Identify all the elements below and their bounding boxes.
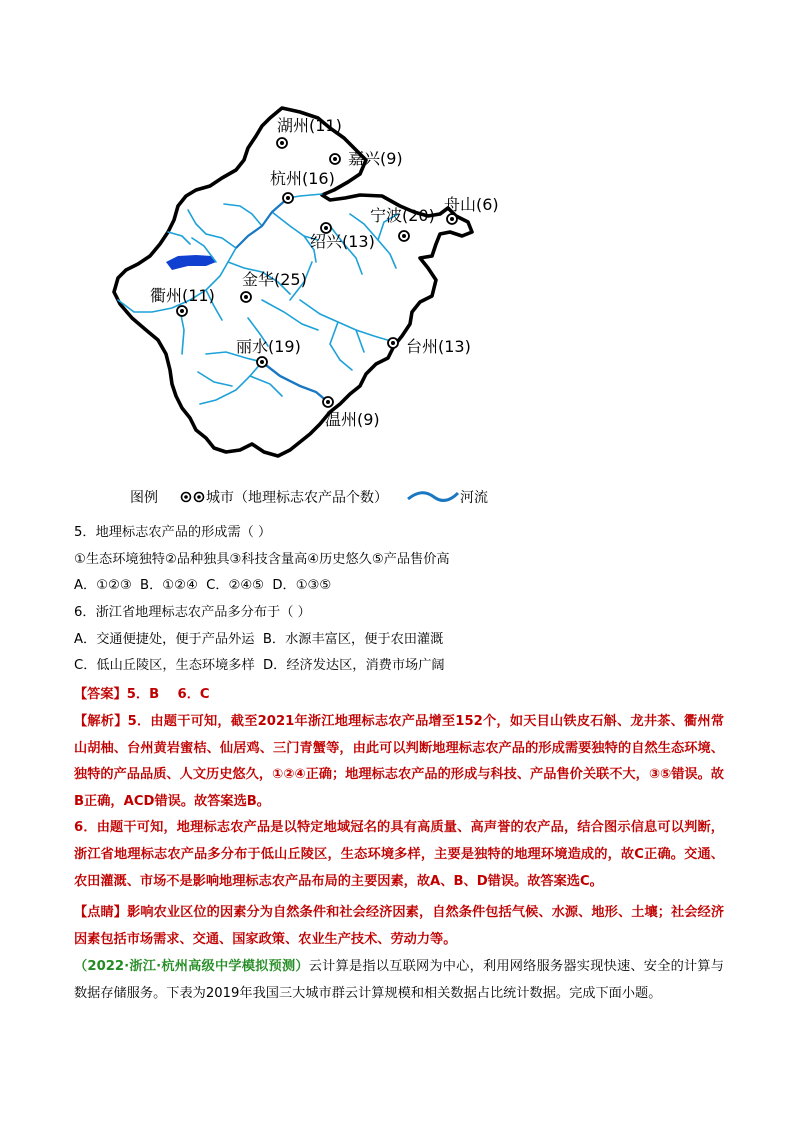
- city-marker-wenzhou: [323, 397, 333, 407]
- comment-block: [74, 900, 724, 953]
- city-label-jinhua: 金华(25): [242, 270, 307, 289]
- lake: [166, 255, 216, 270]
- q5-stem: 5．地理标志农产品的形成需（ ）: [74, 525, 272, 540]
- city-marker-quzhou: [177, 306, 187, 316]
- answer-text: 5．B 6．C: [126, 687, 210, 702]
- next-question-intro: [74, 954, 724, 1007]
- city-label-taizhou: 台州(13): [406, 337, 471, 356]
- legend-title: 图例: [130, 490, 158, 506]
- city-label-huzhou: 湖州(11): [277, 116, 342, 135]
- city-label-jiaxing: 嘉兴(9): [348, 149, 403, 168]
- comment-text: 影响农业区位的因素分为自然条件和社会经济因素，自然条件包括气候、水源、地形、土壤；社会经济因素包括市场需求、交通、国家政策、农业生产技术、劳动力等。: [74, 905, 725, 947]
- q6-option-cd: C．低山丘陵区，生态环境多样 D．经济发达区，消费市场广阔: [74, 658, 445, 674]
- city-label-lishui: 丽水(19): [236, 337, 301, 356]
- city-label-wenzhou: 温州(9): [325, 410, 380, 429]
- city-label-hangzhou: 杭州(16): [270, 169, 335, 188]
- city-marker-lishui: [257, 357, 267, 367]
- answer-tag: 【答案】: [74, 687, 127, 702]
- city-label-shaoxing: 绍兴(13): [310, 232, 375, 251]
- analysis-p1: 5．由题干可知，截至2021年浙江地理标志农产品增至152个，如天目山铁皮石斛、龙井茶、衢州常山胡柚、台州黄岩蜜桔、仙居鸡、三门青蟹等，由此可以判断地理标志农产品的形成需要独特的自然生态环境、独特的产品品质、人文历史悠久，①②④正确；地理标志农产品的形成与科技、产品售价关联不大，③⑤错误。故B正确，ACD错误。故答案选B。: [74, 714, 725, 809]
- comment-tag: 【点睛】: [74, 905, 128, 920]
- city-marker-jiaxing: [330, 154, 340, 164]
- city-marker-icon: [180, 490, 206, 504]
- zhejiang-map: [100, 100, 499, 480]
- city-marker-ningbo: [399, 231, 409, 241]
- answer-block: [74, 682, 724, 709]
- intro-text: 云计算是指以互联网为中心，利用网络服务器实现快速、安全的计算与数据存储服务。下表为2019年我国三大城市群云计算规模和相关数据占比统计数据。完成下面小题。: [74, 959, 724, 1001]
- city-label-ningbo: 宁波(20): [370, 206, 435, 225]
- q5-options: A．①②③ B．①②④ C．②④⑤ D．①③⑤: [74, 578, 332, 594]
- river-icon: [406, 489, 460, 505]
- city-label-quzhou: 衢州(11): [150, 286, 215, 305]
- question-6: [74, 600, 724, 680]
- q5-items: ①生态环境独特②品种独具③科技含量高④历史悠久⑤产品售价高: [74, 551, 450, 567]
- question-5: [74, 520, 724, 600]
- analysis-tag: 【解析】: [74, 714, 128, 729]
- city-marker-hangzhou: [283, 193, 293, 203]
- legend-city-label: 城市（地理标志农产品个数）: [206, 490, 388, 506]
- fuchun-river: [236, 198, 288, 248]
- q6-option-ab: A．交通便捷处，便于产品外运 B．水源丰富区，便于农田灌溉: [74, 631, 444, 647]
- analysis-block: [74, 709, 724, 895]
- city-marker-huzhou: [277, 138, 287, 148]
- analysis-p2: 6．由题干可知，地理标志农产品是以特定地域冠名的具有高质量、高声誉的农产品，结合图示信息可以判断，浙江省地理标志农产品多分布于低山丘陵区，生态环境多样，主要是独特的地理环境造成的，故C正确。交通、农田灌溉、市场不是影响地理标志农产品布局的主要因素，故A、B、D错误。故答案选C。: [74, 820, 724, 889]
- city-marker-zhoushan: [447, 214, 457, 224]
- city-marker-taizhou: [388, 338, 398, 348]
- ou-river: [262, 362, 328, 402]
- city-marker-jinhua: [241, 292, 251, 302]
- legend-river-label: 河流: [460, 490, 488, 506]
- map-legend: [130, 487, 488, 507]
- city-label-zhoushan: 舟山(6): [444, 195, 499, 214]
- source-tag: （2022·浙江·杭州高级中学模拟预测）: [74, 959, 309, 974]
- q6-stem: 6．浙江省地理标志农产品多分布于（ ）: [74, 605, 311, 620]
